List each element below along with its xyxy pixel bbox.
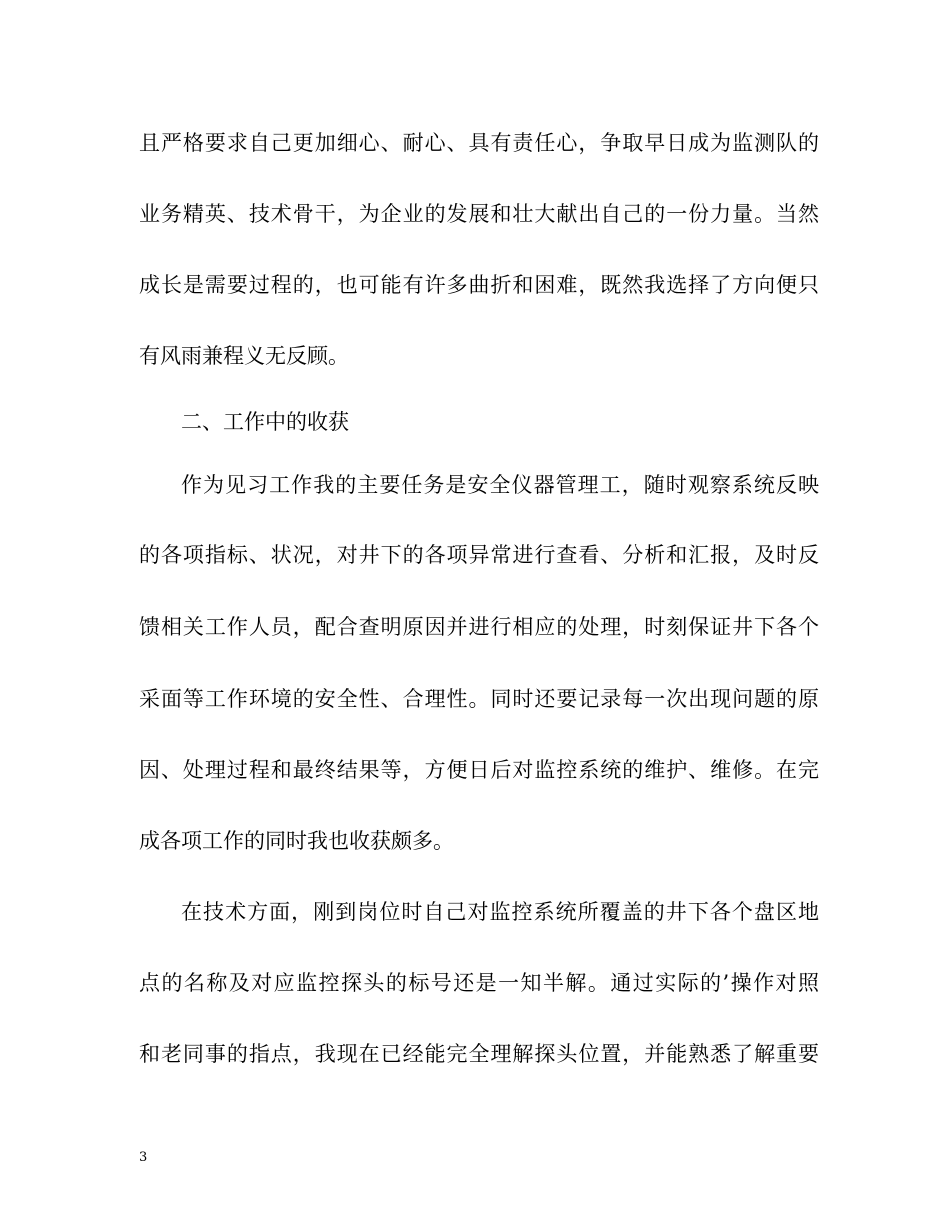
- text-line: 作为见习工作我的主要任务是安全仪器管理工，随时观察系统反映: [181, 473, 819, 497]
- text-line: 和老同事的指点，我现在已经能完全理解探头位置，并能熟悉了解重要: [139, 1042, 819, 1066]
- section-heading: 二、工作中的收获: [181, 410, 349, 434]
- text-line: 成各项工作的同时我也收获颇多。: [139, 829, 454, 853]
- page-number: 3: [139, 1150, 148, 1165]
- text-line: 馈相关工作人员，配合查明原因并进行相应的处理，时刻保证井下各个: [139, 615, 819, 639]
- text-line: 成长是需要过程的，也可能有许多曲折和困难，既然我选择了方向便只: [139, 273, 819, 297]
- text-line: 点的名称及对应监控探头的标号还是一知半解。通过实际的’操作对照: [139, 971, 819, 995]
- text-line: 的各项指标、状况，对井下的各项异常进行查看、分析和汇报，及时反: [139, 543, 819, 567]
- text-line: 且严格要求自己更加细心、耐心、具有责任心，争取早日成为监测队的: [139, 131, 819, 155]
- text-line: 因、处理过程和最终结果等，方便日后对监控系统的维护、维修。在完: [139, 758, 819, 782]
- text-line: 采面等工作环境的安全性、合理性。同时还要记录每一次出现问题的原: [139, 687, 819, 711]
- text-line: 在技术方面，刚到岗位时自己对监控系统所覆盖的井下各个盘区地: [181, 900, 819, 924]
- text-line: 业务精英、技术骨干，为企业的发展和壮大献出自己的一份力量。当然: [139, 202, 819, 226]
- text-line: 有风雨兼程义无反顾。: [139, 344, 349, 368]
